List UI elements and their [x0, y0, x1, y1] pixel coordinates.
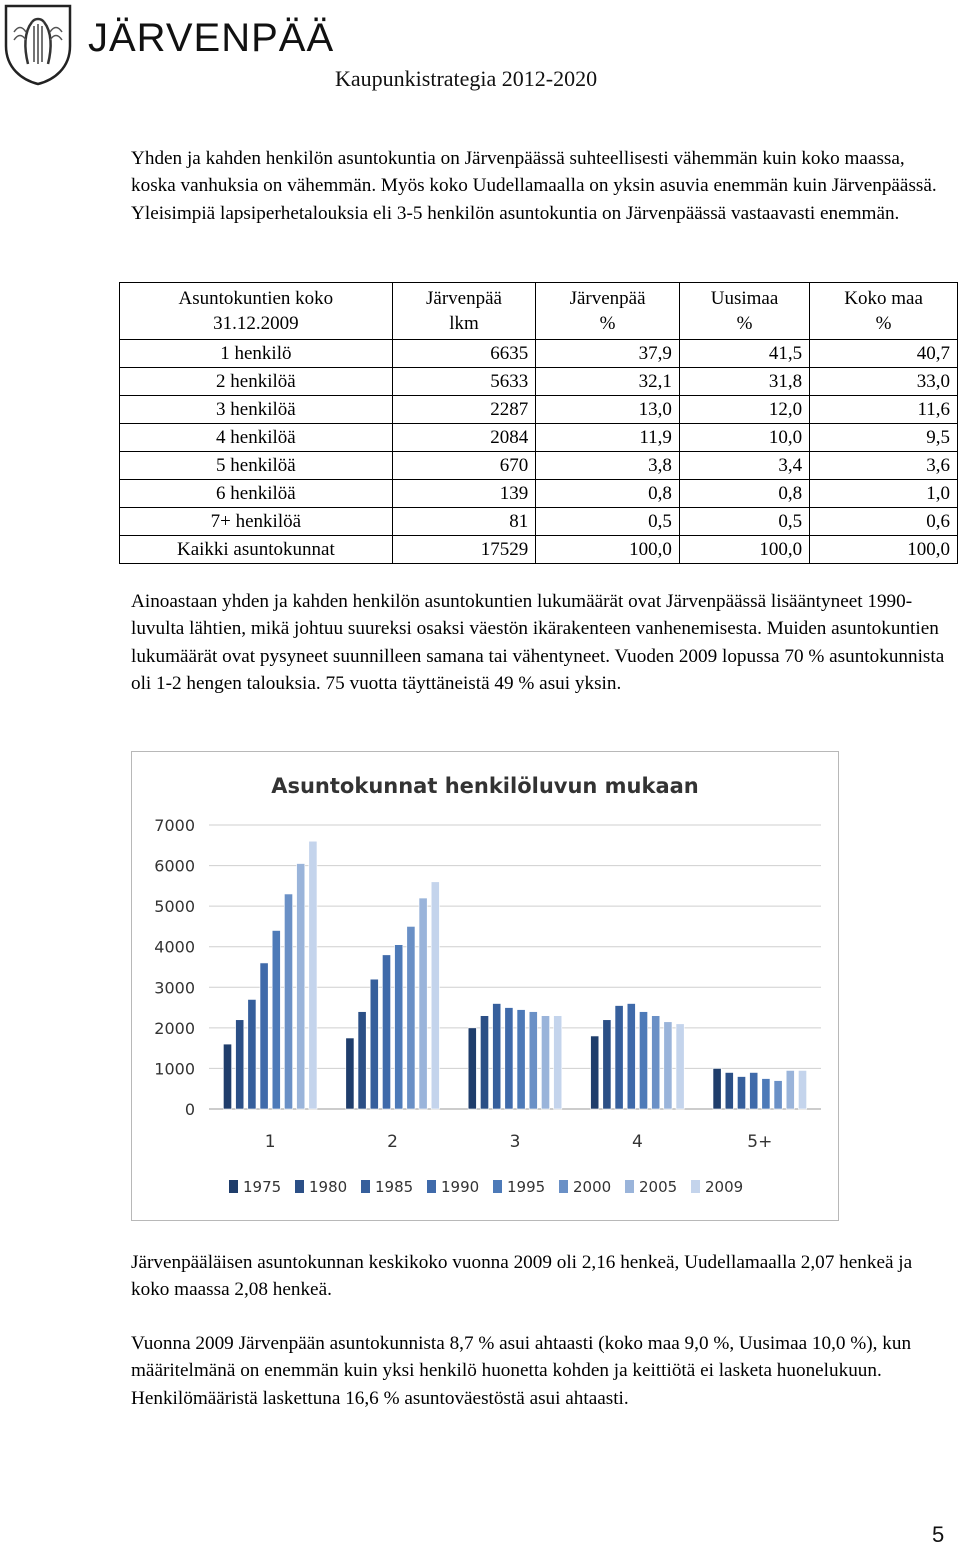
bar-2000-4: [652, 1016, 660, 1109]
table-cell: 31,8: [679, 368, 809, 396]
x-tick-label: 1: [264, 1132, 276, 1152]
legend-swatch-2009: [691, 1180, 700, 1193]
x-tick-label: 2: [387, 1132, 399, 1152]
legend-swatch-1975: [229, 1180, 238, 1193]
table-cell: 2 henkilöä: [120, 368, 393, 396]
y-tick-label: 1000: [154, 1059, 195, 1079]
bar-1985-2: [370, 979, 378, 1109]
header-household-size: Asuntokuntien koko 31.12.2009: [120, 283, 393, 340]
bar-1980-3: [480, 1016, 488, 1109]
bar-2000-1: [284, 894, 292, 1109]
bar-1990-2: [382, 955, 390, 1109]
bar-2005-2: [419, 898, 427, 1109]
legend-swatch-1980: [295, 1180, 304, 1193]
table-cell: 100,0: [679, 536, 809, 564]
bar-1975-4: [591, 1036, 599, 1109]
bar-1990-4: [627, 1004, 635, 1109]
table-cell: 0,5: [536, 508, 680, 536]
x-tick-label: 4: [631, 1132, 643, 1152]
table-cell: 3,4: [679, 452, 809, 480]
paragraph-intro: Yhden ja kahden henkilön asuntokuntia on Järvenpäässä suhteellisesti vähemmän kuin koko maassa, koska vanhuksia on vähemmän. Myös koko Uudellamaalla on yksin asuvia enemmän kuin Järvenpäässä. Yleisimpiä lapsiperhetalouksia eli 3-5 henkilön asuntokuntia on Järvenpäässä vastaavasti enemmän.: [131, 148, 937, 224]
table-cell: 9,5: [810, 424, 958, 452]
header-uusimaa-percent: Uusimaa %: [679, 283, 809, 340]
table-cell: 11,6: [810, 396, 958, 424]
table-cell: 7+ henkilöä: [120, 508, 393, 536]
table-cell: 37,9: [536, 340, 680, 368]
bar-1980-5+: [725, 1072, 733, 1109]
y-tick-label: 2000: [154, 1018, 195, 1038]
table-cell: 1 henkilö: [120, 340, 393, 368]
bar-1995-2: [395, 945, 403, 1109]
legend-label-1990: 1990: [441, 1178, 480, 1196]
bar-2009-3: [554, 1016, 562, 1109]
table-row: [120, 424, 958, 452]
table-cell: 4 henkilöä: [120, 424, 393, 452]
bar-2005-5+: [786, 1070, 794, 1109]
bar-1990-1: [260, 963, 268, 1109]
bar-1980-1: [236, 1020, 244, 1109]
y-tick-label: 6000: [154, 856, 195, 876]
table-cell: 5 henkilöä: [120, 452, 393, 480]
header-jarvenpaa-count: Järvenpää lkm: [392, 283, 536, 340]
table-cell: 100,0: [536, 536, 680, 564]
bar-1985-5+: [737, 1077, 745, 1109]
coat-of-arms-logo: [2, 2, 74, 86]
bar-1990-3: [505, 1008, 513, 1109]
bar-1980-2: [358, 1012, 366, 1109]
table-cell: 10,0: [679, 424, 809, 452]
bar-2000-5+: [774, 1081, 782, 1109]
legend-label-1995: 1995: [507, 1178, 546, 1196]
legend-swatch-1985: [361, 1180, 370, 1193]
table-cell: 17529: [392, 536, 536, 564]
table-cell: 3 henkilöä: [120, 396, 393, 424]
legend-label-2009: 2009: [705, 1178, 744, 1196]
bar-2005-3: [541, 1016, 549, 1109]
bar-1985-4: [615, 1006, 623, 1109]
table-row: [120, 368, 958, 396]
bar-1995-1: [272, 930, 280, 1109]
table-cell: 5633: [392, 368, 536, 396]
bar-1980-4: [603, 1020, 611, 1109]
y-tick-label: 3000: [154, 978, 195, 998]
table-cell: 100,0: [810, 536, 958, 564]
table-cell: 0,6: [810, 508, 958, 536]
table-cell: 11,9: [536, 424, 680, 452]
bar-2005-4: [664, 1022, 672, 1109]
table-cell: 0,8: [679, 480, 809, 508]
household-size-table: [119, 282, 958, 564]
page-header: [0, 0, 960, 100]
table-cell: 12,0: [679, 396, 809, 424]
chart-title: Asuntokunnat henkilöluvun mukaan: [271, 774, 699, 798]
table-cell: 0,5: [679, 508, 809, 536]
table-cell: 1,0: [810, 480, 958, 508]
legend-label-1985: 1985: [375, 1178, 414, 1196]
table-row: [120, 340, 958, 368]
table-cell: 6 henkilöä: [120, 480, 393, 508]
bar-2009-1: [309, 841, 317, 1109]
legend-label-1980: 1980: [309, 1178, 348, 1196]
document-subtitle: Kaupunkistrategia 2012-2020: [335, 66, 598, 91]
bar-2009-2: [431, 882, 439, 1109]
table-cell: 33,0: [810, 368, 958, 396]
table-cell: 40,7: [810, 340, 958, 368]
paragraph-trends: Ainoastaan yhden ja kahden henkilön asuntokuntien lukumäärät ovat Järvenpäässä lisääntyneet 1990-luvulta lähtien, mikä johtuu suureksi osaksi väestön ikärakenteen vanhenemisesta. Muiden asuntokuntien lukumäärät ovat pysyneet suunnilleen samana tai vähentyneet. Vuoden 2009 lopussa 70 % asuntokunnista oli 1-2 hengen talouksia. 75 vuotta täyttäneistä 49 % asui yksin.: [131, 591, 945, 694]
household-size-bar-chart: [131, 751, 839, 1221]
table-cell: 32,1: [536, 368, 680, 396]
legend-swatch-2005: [625, 1180, 634, 1193]
table-cell: 670: [392, 452, 536, 480]
bar-1995-3: [517, 1010, 525, 1109]
table-cell: 81: [392, 508, 536, 536]
legend-label-1975: 1975: [243, 1178, 282, 1196]
legend-swatch-2000: [559, 1180, 568, 1193]
bar-2000-3: [529, 1012, 537, 1109]
x-tick-label: 3: [509, 1132, 521, 1152]
table-cell: 3,6: [810, 452, 958, 480]
table-cell: Kaikki asuntokunnat: [120, 536, 393, 564]
bar-1975-2: [346, 1038, 354, 1109]
header-koko-maa-percent: Koko maa %: [810, 283, 958, 340]
table-header-row: [120, 283, 958, 340]
table-cell: 2084: [392, 424, 536, 452]
legend-swatch-1995: [493, 1180, 502, 1193]
y-tick-label: 5000: [154, 897, 195, 917]
legend-label-2000: 2000: [573, 1178, 612, 1196]
table-row: [120, 396, 958, 424]
bar-1985-1: [248, 999, 256, 1109]
bar-1990-5+: [750, 1072, 758, 1109]
table-row-total: [120, 536, 958, 564]
bar-2009-4: [676, 1024, 684, 1109]
legend-label-2005: 2005: [639, 1178, 678, 1196]
bar-2005-1: [297, 864, 305, 1109]
bar-1975-5+: [713, 1068, 721, 1109]
table-row: [120, 452, 958, 480]
chart-frame: [132, 752, 839, 1221]
table-row: [120, 480, 958, 508]
table-cell: 2287: [392, 396, 536, 424]
bar-1985-3: [493, 1004, 501, 1109]
page-number: 5: [932, 1522, 945, 1547]
table-cell: 6635: [392, 340, 536, 368]
table-row: [120, 508, 958, 536]
brand-name: JÄRVENPÄÄ: [88, 16, 335, 60]
y-tick-label: 4000: [154, 937, 195, 957]
table-cell: 41,5: [679, 340, 809, 368]
bar-1995-4: [639, 1012, 647, 1109]
paragraph-crowding: Vuonna 2009 Järvenpään asuntokunnista 8,7 % asui ahtaasti (koko maa 9,0 %, Uusimaa 10,0 %), kun määritelmänä on enemmän kuin yksi henkilö huonetta kohden ja keittiötä ei lasketa huonelukuun. Henkilömääristä laskettuna 16,6 % asuntoväestöstä asui ahtaasti.: [131, 1333, 912, 1409]
table-cell: 0,8: [536, 480, 680, 508]
bar-1975-1: [223, 1044, 231, 1109]
paragraph-average-size: Järvenpääläisen asuntokunnan keskikoko vuonna 2009 oli 2,16 henkeä, Uudellamaalla 2,07 henkeä ja koko maassa 2,08 henkeä.: [131, 1252, 913, 1301]
legend-swatch-1990: [427, 1180, 436, 1193]
x-tick-label: 5+: [747, 1132, 773, 1152]
bar-2009-5+: [798, 1070, 806, 1109]
y-tick-label: 7000: [154, 816, 195, 835]
bar-2000-2: [407, 926, 415, 1109]
bar-1975-3: [468, 1028, 476, 1109]
table-cell: 3,8: [536, 452, 680, 480]
y-tick-label: 0: [184, 1100, 195, 1119]
bar-1995-5+: [762, 1079, 770, 1109]
table-cell: 139: [392, 480, 536, 508]
header-jarvenpaa-percent: Järvenpää %: [536, 283, 680, 340]
table-cell: 13,0: [536, 396, 680, 424]
